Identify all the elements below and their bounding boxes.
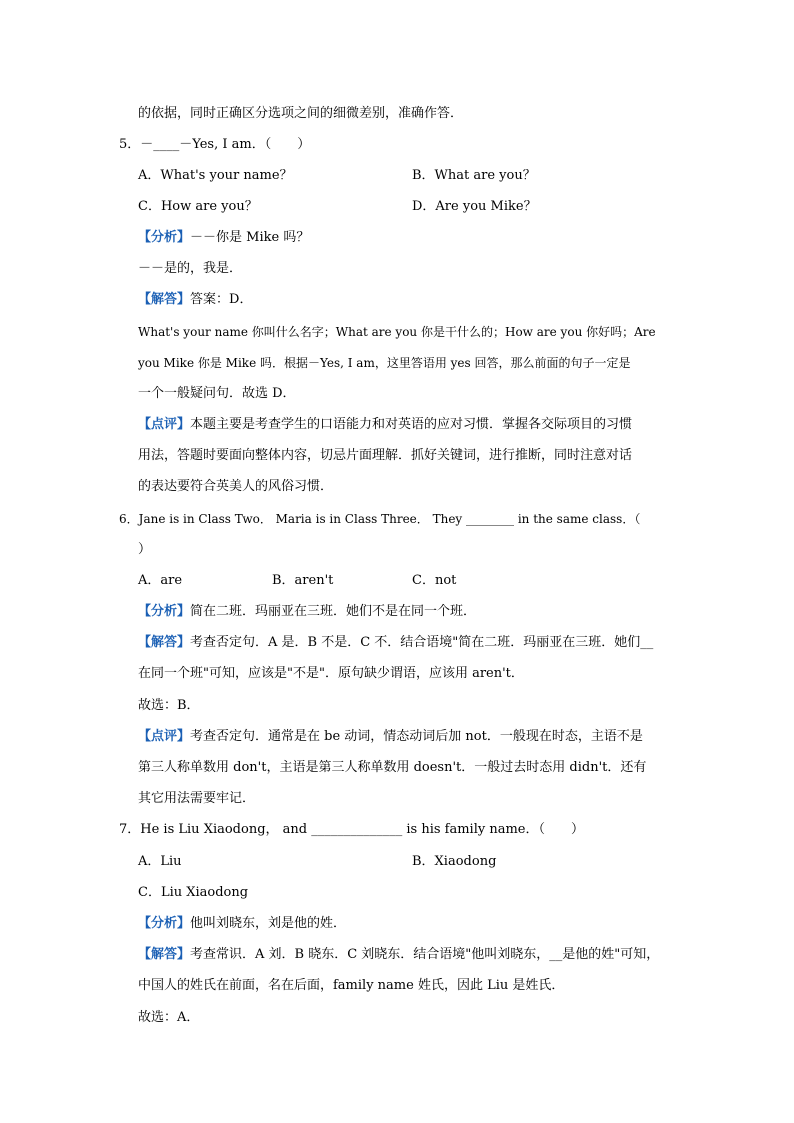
q5-explanation-2: you Mike 你是 Mike 吗．根据－Yes, I am，这里答语用 yes 回答，那么前面的句子一定是 (138, 356, 631, 370)
q5-option-c: C．How are you？ (138, 199, 258, 214)
q5-option-d: D．Are you Mike？ (412, 199, 537, 214)
q5-review-2: 用法，答题时要面向整体内容，切忌片面理解．抓好关键词，进行推断，同时注意对话 (138, 448, 633, 463)
q6-review-3: 其它用法需要牢记． (138, 791, 256, 806)
answer-tag: 【解答】 (138, 947, 191, 962)
q6-option-b: B．aren't (272, 573, 334, 588)
q6-stem-end: ） (138, 542, 152, 557)
q6-review (138, 729, 643, 745)
q6-analysis (138, 604, 476, 620)
intro-text: 的依据，同时正确区分选项之间的细微差别，准确作答． (138, 106, 464, 121)
q7-option-c: C．Liu Xiaodong (138, 885, 249, 900)
q7-answer-3: 故选：A． (138, 1010, 200, 1025)
q6-review-2: 第三人称单数用 don't，主语是第三人称单数用 doesn't．一般过去时态用 didn't．还有 (138, 760, 647, 775)
q5-stem: 5．－____－Yes, I am．（ ） (119, 137, 311, 152)
q5-answer (138, 292, 252, 308)
review-tag: 【点评】 (138, 417, 191, 432)
q6-answer-1: 考查否定句．A 是．B 不是．C 不．结合语境"简在二班．玛丽亚在三班．她们__ (190, 635, 654, 650)
q7-answer (138, 947, 659, 963)
q7-answer-2: 中国人的姓氏在前面，名在后面，family name 姓氏，因此 Liu 是姓氏． (138, 978, 565, 993)
q7-option-b: B．Xiaodong (412, 854, 497, 869)
q6-analysis-text: 简在二班．玛丽亚在三班．她们不是在同一个班． (190, 604, 477, 619)
q7-option-a: A．Liu (138, 854, 182, 869)
q5-analysis-line1: －－你是 Mike 吗？ (190, 230, 310, 245)
q6-answer-3: 故选：B． (138, 698, 200, 713)
q6-review-1: 考查否定句．通常是在 be 动词，情态动词后加 not．一般现在时态，主语不是 (190, 729, 643, 744)
q5-review (138, 417, 632, 433)
q7-answer-1: 考查常识．A 刘．B 晓东．C 刘晓东．结合语境"他叫刘晓东，__是他的姓"可知， (190, 947, 660, 962)
q5-explanation-1: What's your name 你叫什么名字；What are you 你是干什么的；How are you 你好吗；Are (138, 325, 656, 339)
q6-answer-2: 在同一个班"可知，应该是"不是"．原句缺少谓语，应该用 aren't． (138, 666, 524, 681)
analysis-tag: 【分析】 (138, 916, 191, 931)
analysis-tag: 【分析】 (138, 230, 191, 245)
q6-stem: 6．Jane is in Class Two． Maria is in Class Three． They ________ in the same class．（ (119, 512, 641, 526)
q5-analysis-line2: －－是的，我是． (138, 261, 243, 276)
q5-explanation-3: 一个一般疑问句．故选 D． (138, 386, 296, 401)
q5-answer-text: 答案：D． (190, 292, 253, 307)
review-tag: 【点评】 (138, 729, 191, 744)
q6-answer (138, 635, 653, 651)
q6-option-a: A．are (138, 573, 183, 588)
q7-analysis-text: 他叫刘晓东，刘是他的姓． (190, 916, 347, 931)
q6-option-c: C．not (412, 573, 457, 588)
analysis-tag: 【分析】 (138, 604, 191, 619)
q5-review-3: 的表达要符合英美人的风俗习惯． (138, 479, 334, 494)
q7-stem: 7．He is Liu Xiaodong， and ______________ is his family name．（ ） (119, 822, 584, 837)
q7-analysis (138, 916, 346, 932)
q5-option-a: A．What's your name？ (138, 168, 293, 183)
q5-review-1: 本题主要是考查学生的口语能力和对英语的应对习惯．掌握各交际项目的习惯 (190, 417, 633, 432)
answer-tag: 【解答】 (138, 292, 191, 307)
answer-tag: 【解答】 (138, 635, 191, 650)
q5-option-b: B．What are you？ (412, 168, 536, 183)
q5-analysis (138, 230, 309, 246)
